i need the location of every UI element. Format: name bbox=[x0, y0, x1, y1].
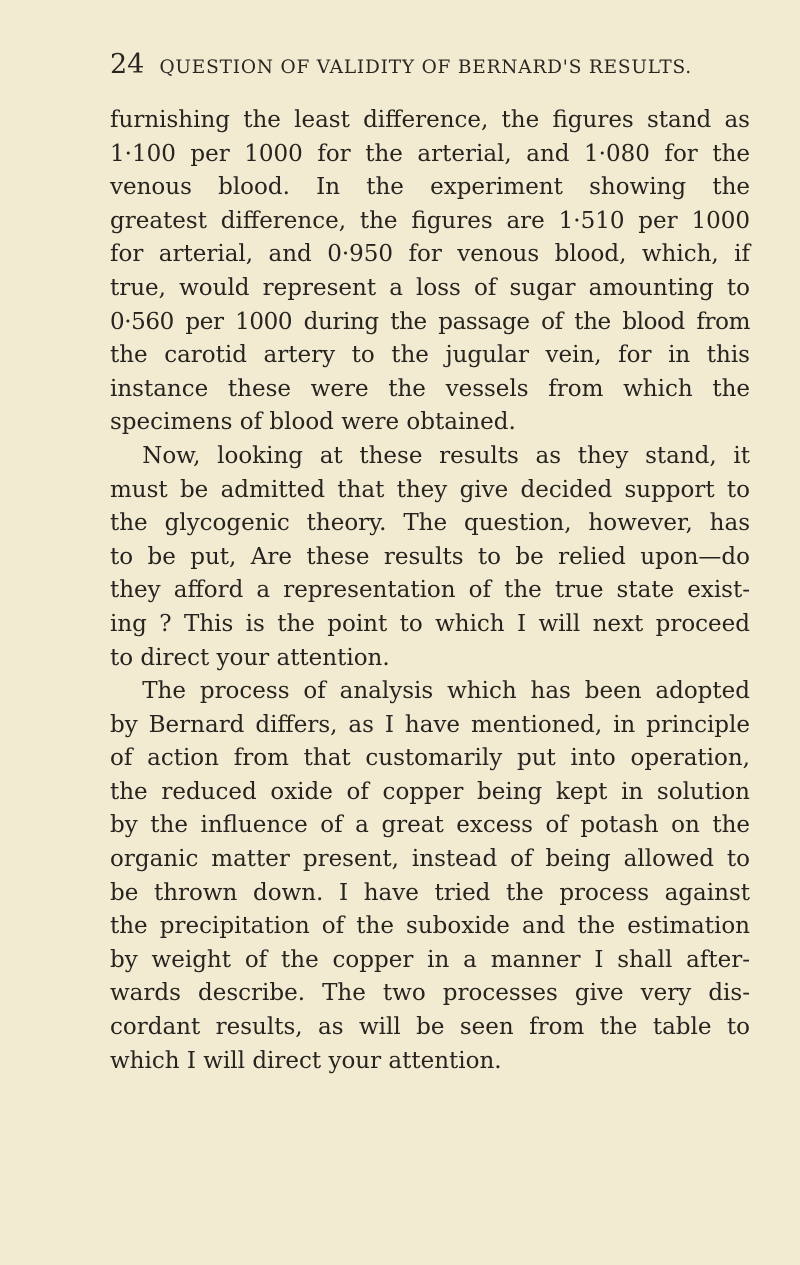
text-line: be thrown down. I have tried the process against bbox=[110, 879, 750, 906]
running-title: QUESTION OF VALIDITY OF BERNARD'S RESULTS. bbox=[159, 57, 692, 78]
text-line: the carotid artery to the jugular vein, for in this bbox=[110, 342, 750, 369]
text-line: organic matter present, instead of being allowed to bbox=[110, 846, 750, 873]
text-line: to direct your attention. bbox=[110, 644, 390, 671]
body-text bbox=[110, 104, 750, 1078]
text-line: 1·100 per 1000 for the arterial, and 1·080 for the bbox=[110, 140, 750, 167]
text-line: to be put, Are these results to be relied upon—do bbox=[110, 543, 750, 570]
text-line: specimens of blood were obtained. bbox=[110, 409, 516, 436]
text-line: for arterial, and 0·950 for venous blood, which, if bbox=[110, 241, 750, 268]
text-line: cordant results, as will be seen from the table to bbox=[110, 1014, 750, 1041]
text-line: venous blood. In the experiment showing the bbox=[110, 174, 750, 201]
text-line: they afford a representation of the true state exist- bbox=[110, 577, 750, 604]
text-line: by weight of the copper in a manner I shall after- bbox=[110, 946, 750, 973]
text-line: 0·560 per 1000 during the passage of the blood from bbox=[110, 308, 750, 335]
text-line: Now, looking at these results as they stand, it bbox=[142, 442, 750, 469]
text-line: greatest difference, the figures are 1·510 per 1000 bbox=[110, 207, 750, 234]
text-line: of action from that customarily put into operation, bbox=[110, 745, 750, 772]
text-line: by Bernard differs, as I have mentioned, in principle bbox=[110, 711, 750, 738]
text-line: must be admitted that they give decided support to bbox=[110, 476, 750, 503]
text-line: true, would represent a loss of sugar amounting to bbox=[110, 274, 750, 301]
text-line: the reduced oxide of copper being kept in solution bbox=[110, 778, 750, 805]
page-header bbox=[110, 49, 750, 85]
page-number: 24 bbox=[110, 49, 145, 80]
text-line: by the influence of a great excess of potash on the bbox=[110, 812, 750, 839]
text-line: The process of analysis which has been adopted bbox=[142, 678, 750, 705]
text-line: the glycogenic theory. The question, however, has bbox=[110, 510, 750, 537]
text-line: the precipitation of the suboxide and the estimation bbox=[110, 913, 750, 940]
text-line: wards describe. The two processes give very dis- bbox=[110, 980, 750, 1007]
text-line: which I will direct your attention. bbox=[110, 1047, 502, 1074]
text-line: ing ? This is the point to which I will next proceed bbox=[110, 610, 750, 637]
text-line: furnishing the least difference, the figures stand as bbox=[110, 107, 750, 133]
text-line: instance these were the vessels from which the bbox=[110, 375, 750, 402]
